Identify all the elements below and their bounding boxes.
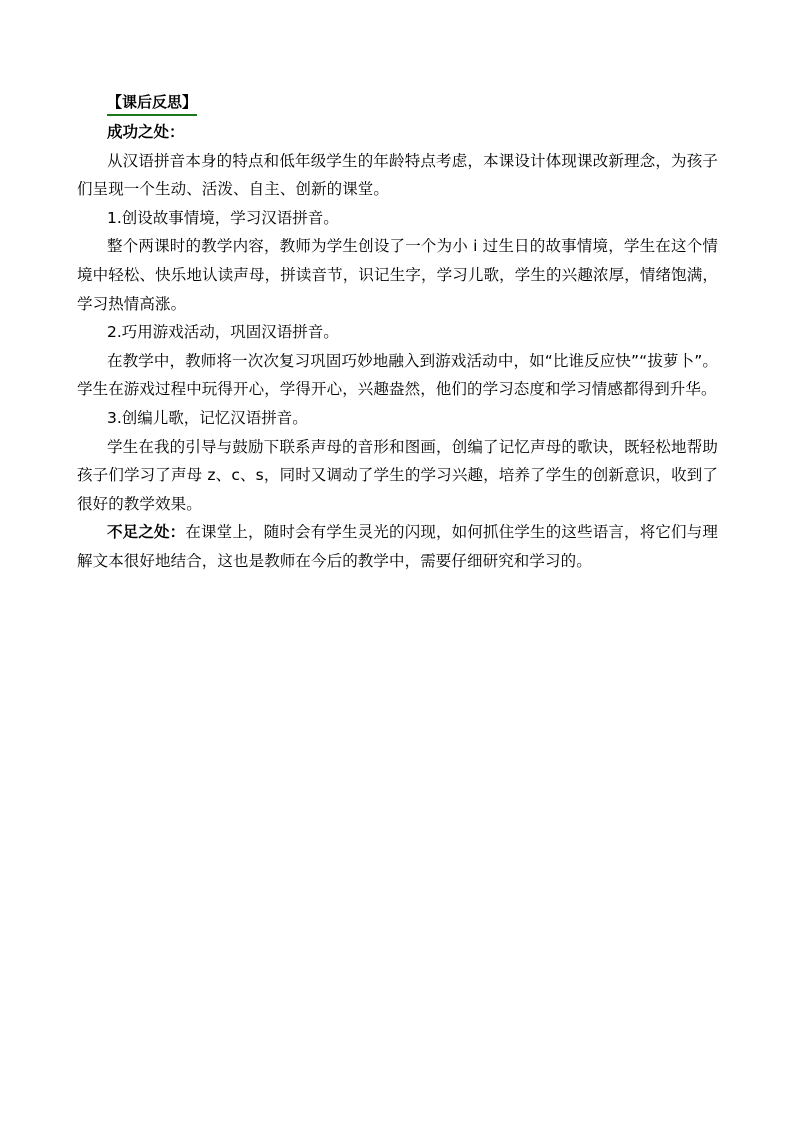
success-label: 成功之处：: [107, 123, 185, 141]
section-heading: 【课后反思】: [107, 90, 197, 116]
item-3-title: 3.创编儿歌，记忆汉语拼音。: [107, 408, 308, 427]
item-2-title: 2.巧用游戏活动，巩固汉语拼音。: [107, 323, 339, 342]
item-2-body: 在教学中，教师将一次次复习巩固巧妙地融入到游戏活动中，如“比谁反应快”“拔萝卜”。学生在游戏过程中玩得开心，学得开心，兴趣盎然，他们的学习态度和学习情感都得到升华。: [77, 351, 718, 399]
intro-paragraph: 从汉语拼音本身的特点和低年级学生的年龄特点考虑，本课设计体现课改新理念，为孩子们呈现一个生动、活泼、自主、创新的课堂。: [77, 151, 718, 199]
item-3-body: 学生在我的引导与鼓励下联系声母的音形和图画，创编了记忆声母的歌诀，既轻松地帮助孩子们学习了声母 z、c、s，同时又调动了学生的学习兴趣，培养了学生的创新意识，收到了很好的教学效果。: [77, 437, 718, 513]
item-1-title: 1.创设故事情境，学习汉语拼音。: [107, 208, 339, 227]
heading-wrap: [77, 88, 718, 118]
shortcoming-text: 在课堂上，随时会有学生灵光的闪现，如何抓住学生的这些语言，将它们与理解文本很好地结合，这也是教师在今后的教学中，需要仔细研究和学习的。: [77, 523, 718, 570]
document-body: [77, 88, 718, 576]
item-1-body: 整个两课时的教学内容，教师为学生创设了一个为小 i 过生日的故事情境，学生在这个情境中轻松、快乐地认读声母，拼读音节，识记生字，学习儿歌，学生的兴趣浓厚，情绪饱满，学习热情高涨。: [77, 237, 718, 313]
shortcoming-paragraph: [77, 518, 718, 575]
shortcoming-label: 不足之处：: [107, 523, 186, 542]
